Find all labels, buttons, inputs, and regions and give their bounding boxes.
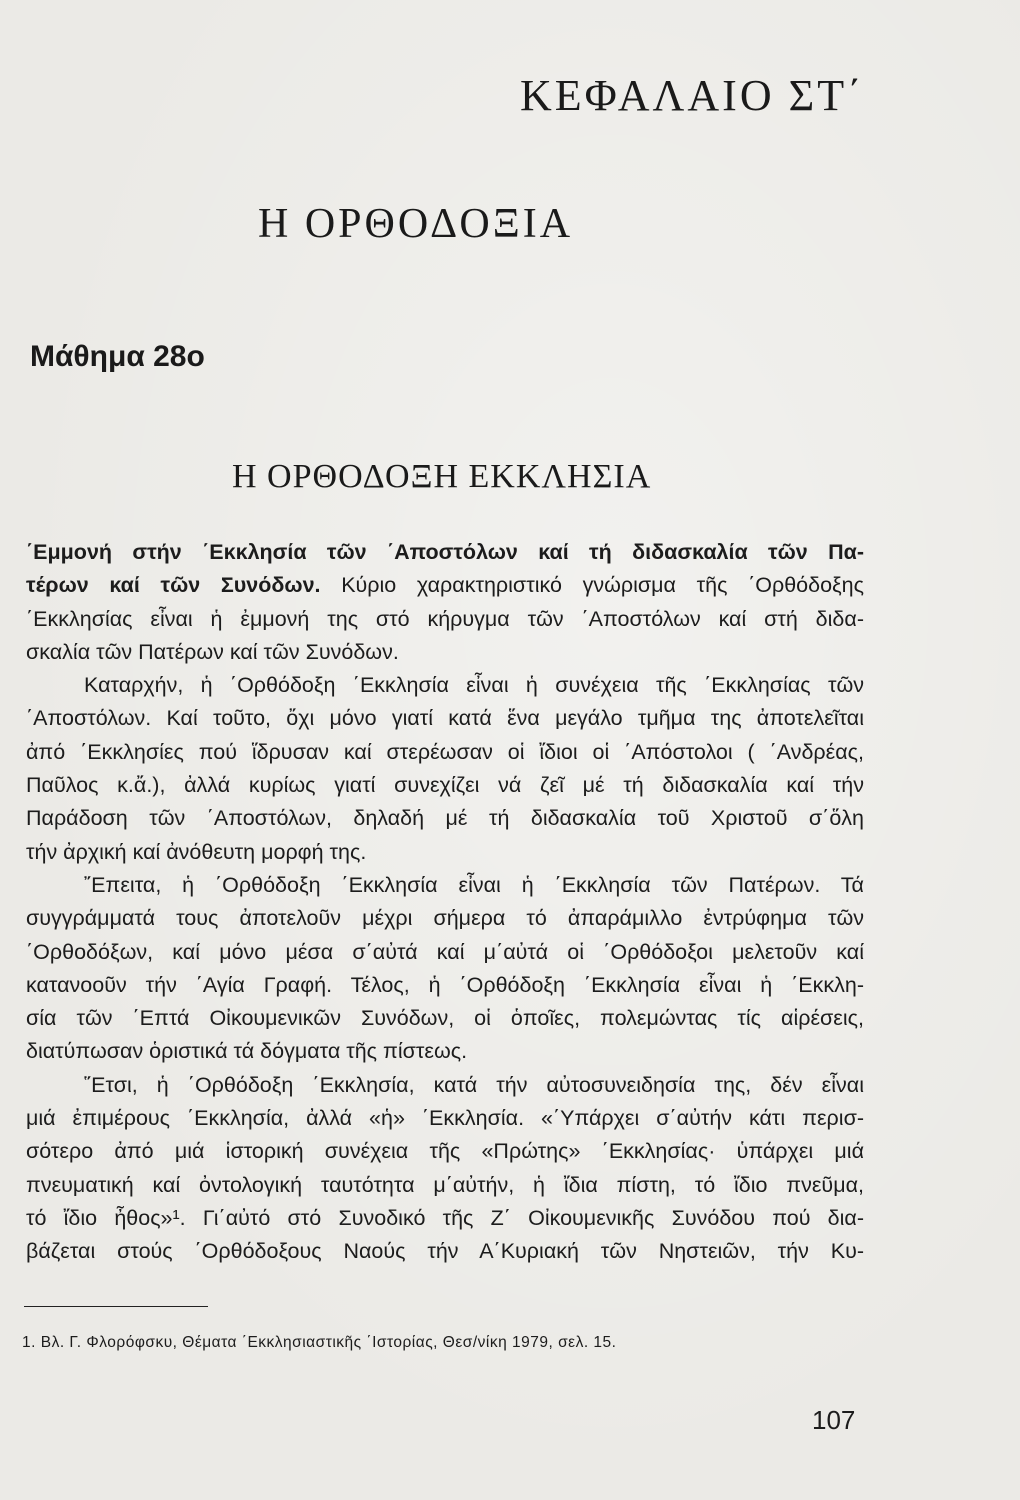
body-line: συγγράμματά τους ἀποτελοῦν μέχρι σήμερα τό ἀπαράμιλλο ἐντρύφημα τῶν: [26, 906, 864, 931]
body-line: Καταρχήν, ἡ ΄Ορθόδοξη ΄Εκκλησία εἶναι ἡ συνέχεια τῆς ΄Εκκλησίας τῶν: [84, 673, 864, 698]
body-line: πνευματική καί ὀντολογική ταυτότητα μ΄αὐτήν, ἡ ἴδια πίστη, τό ἴδιο πνεῦμα,: [26, 1172, 864, 1197]
body-line: σκαλία τῶν Πατέρων καί τῶν Συνόδων.: [26, 639, 399, 664]
body-line: διατύπωσαν ὁριστικά τά δόγματα τῆς πίστεως.: [26, 1039, 468, 1064]
body-line: Παῦλος κ.ἄ.), ἀλλά κυρίως γιατί συνεχίζει νά ζεῖ μέ τή διδασκαλία καί τήν: [26, 773, 864, 798]
chapter-heading: ΚΕΦΑΛΑΙΟ ΣΤ΄: [520, 71, 865, 120]
body-line: [26, 536, 864, 569]
main-title: Η ΟΡΘΟΔΟΞΙΑ: [258, 201, 574, 247]
body-line: ΄Αποστόλων. Καί τοῦτο, ὄχι μόνο γιατί κατά ἕνα μεγάλο τμῆμα της ἀποτελεῖται: [26, 706, 864, 731]
body-line: σία τῶν ΄Επτά Οἰκουμενικῶν Συνόδων, οἱ ὁποῖες, πολεμώντας τίς αἱρέσεις,: [26, 1006, 864, 1031]
lead-bold-text: τέρων καί τῶν Συνόδων.: [26, 573, 321, 598]
body-line: [26, 569, 864, 602]
body-line: σότερο ἀπό μιά ἱστορική συνέχεια τῆς «Πρώτης» ΄Εκκλησίας· ὑπάρχει μιά: [26, 1139, 864, 1164]
section-title: Η ΟΡΘΟΔΟΞΗ ΕΚΚΛΗΣΙΑ: [232, 458, 652, 495]
body-line: βάζεται στούς ΄Ορθόδοξους Ναούς τήν Α΄Κυριακή τῶν Νηστειῶν, τήν Κυ-: [26, 1239, 864, 1264]
lead-bold-text: ΄Εμμονή στήν ΄Εκκλησία τῶν ΄Αποστόλων καί τή διδασκαλία τῶν Πα-: [26, 540, 864, 564]
lesson-label: Μάθημα 28ο: [30, 340, 205, 373]
page-number: 107: [812, 1405, 856, 1435]
body-line: Παράδοση τῶν ΄Αποστόλων, δηλαδή μέ τή διδασκαλία τοῦ Χριστοῦ σ΄ὅλη: [26, 806, 864, 831]
body-text: [26, 536, 864, 1269]
body-text-span: Κύριο χαρακτηριστικό γνώρισμα τῆς ΄Ορθόδοξης: [320, 573, 864, 598]
body-line: μιά ἐπιμέρους ΄Εκκλησία, ἀλλά «ἡ» ΄Εκκλησία. «΄Υπάρχει σ΄αὐτήν κάτι περισ-: [26, 1106, 864, 1131]
footnote: 1. Βλ. Γ. Φλορόφσκυ, Θέματα ΄Εκκλησιαστικῆς ΄Ιστορίας, Θεσ/νίκη 1979, σελ. 15.: [22, 1334, 617, 1351]
body-line: ῞Ετσι, ἡ ΄Ορθόδοξη ΄Εκκλησία, κατά τήν αὐτοσυνειδησία της, δέν εἶναι: [84, 1072, 864, 1097]
body-line: τό ἴδιο ἦθος»¹. Γι΄αὐτό στό Συνοδικό τῆς Ζ΄ Οἰκουμενικῆς Συνόδου πού δια-: [26, 1205, 864, 1230]
body-line: ΄Ορθοδόξων, καί μόνο μέσα σ΄αὐτά καί μ΄αὐτά οἱ ΄Ορθόδοξοι μελετοῦν καί: [26, 939, 864, 964]
body-line: ἀπό ΄Εκκλησίες πού ἵδρυσαν καί στερέωσαν οἱ ἴδιοι οἱ ΄Απόστολοι ( ΄Ανδρέας,: [26, 739, 864, 764]
footnote-divider: [24, 1306, 208, 1307]
body-line: ῎Επειτα, ἡ ΄Ορθόδοξη ΄Εκκλησία εἶναι ἡ ΄Εκκλησία τῶν Πατέρων. Τά: [84, 872, 864, 897]
body-line: ΄Εκκλησίας εἶναι ἡ ἐμμονή της στό κήρυγμα τῶν ΄Αποστόλων καί στή διδα-: [26, 606, 864, 631]
body-line: τήν ἀρχική καί ἀνόθευτη μορφή της.: [26, 839, 367, 864]
body-line: κατανοοῦν τήν ΄Αγία Γραφή. Τέλος, ἡ ΄Ορθόδοξη ΄Εκκλησία εἶναι ἡ ΄Εκκλη-: [26, 972, 864, 997]
